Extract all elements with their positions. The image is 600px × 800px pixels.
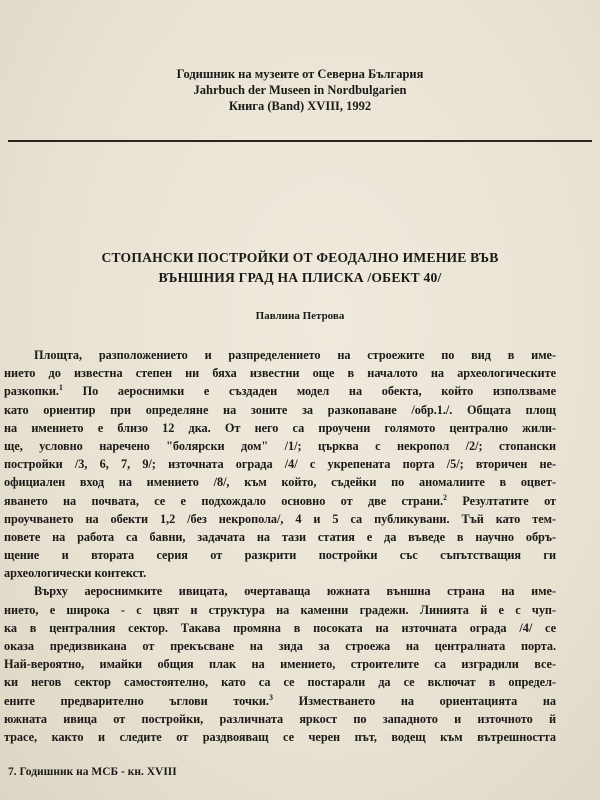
body-line: официален вход на имението /8/, към който, съдейки по аномалиите в оцвет- [4,475,556,490]
footnote-ref: 2 [443,492,447,502]
body-text: По аероснимки е създаден модел на обекта, който използваме [82,384,556,399]
article-title-line-2: ВЪНШНИЯ ГРАД НА ПЛИСКА /ОБЕКТ 40/ [158,270,442,285]
article-title [0,248,600,288]
body-line: щение и втората серия от разкрити постройки със съпътстващия ги [4,548,556,563]
body-text: ените предварително ъглови точки. [4,693,269,708]
body-line: Върху аероснимките ивицата, очертаваща южната външна страна на име- [34,584,556,599]
body-line: проучването на обекти 1,2 /без некропола/, 4 и 5 са публикувани. Тъй като тем- [4,511,556,526]
body-line [4,692,556,710]
body-line: нието, е широка - с цвят и структура на каменни градежи. Линията й е с чуп- [4,602,556,617]
footnote-ref: 1 [58,383,63,393]
body-line: на имението е близо 12 дка. От него са проучени голямото централно жили- [4,420,556,435]
journal-volume: Книга (Band) XVIII, 1992 [228,99,372,113]
body-line [4,382,556,400]
body-line: ще, условно наречено "болярски дом" /1/; църква с некропол /2/; стопански [4,438,556,453]
body-text: яването на почвата, се е подхождало основно от две страни. [4,493,444,508]
article-title-line-1: СТОПАНСКИ ПОСТРОЙКИ ОТ ФЕОДАЛНО ИМЕНИЕ ВЪВ [101,250,499,265]
page-mark: 7. [8,766,17,778]
body-text: Резултатите от [462,493,556,508]
body-line: трасе, както и следите от раздвояващ се черен път, водещ към вътрешността [4,729,556,744]
body-line: повете на работа са бавни, задачата на тази статия е да въведе в научно обръ- [4,529,556,544]
body-line [4,492,556,510]
body-line: археологически контекст. [4,566,147,581]
body-line: нието до известна степен ни бяха известни още в началото на археологическите [4,366,556,381]
journal-title-bg: Годишник на музеите от Северна България [176,67,424,81]
article-body [4,346,556,746]
journal-title-de: Jahrbuch der Museen in Nordbulgarien [193,83,407,97]
footer-text: Годишник на МСБ - кн. XVIII [19,766,177,778]
journal-header [0,66,600,114]
footnote-ref: 3 [268,692,273,702]
header-rule [8,140,592,142]
body-line: Площта, разположението и разпределението на строежите по вид в име- [34,348,556,362]
body-line: ки негов сектор самостоятелно, като са се постарали да се включат в определ- [4,675,556,690]
article-author: Павлина Петрова [255,310,345,322]
body-line: като ориентир при определяне на зоните за разкопаване /обр.1./. Общата площ [4,402,556,417]
body-text: разкопки. [4,384,59,399]
body-text: Изместването на ориентацията на [298,693,556,708]
body-line: ка в централния сектор. Такава промяна в посоката на източната ограда /4/ се [4,620,556,635]
body-line: оказа предизвикана от прекъсване на зида за строежа на централната порта. [4,639,556,653]
body-line: постройки /3, 6, 7, 9/; източната ограда /4/ с укрепената порта /5/; вторичен не- [4,457,556,472]
page-footer [8,766,177,778]
body-line: Най-вероятно, имайки общия плак на имението, строителите са изградили все- [4,657,556,672]
body-line: южната ивица от постройки, различната яркост по западното и източното й [4,711,556,726]
